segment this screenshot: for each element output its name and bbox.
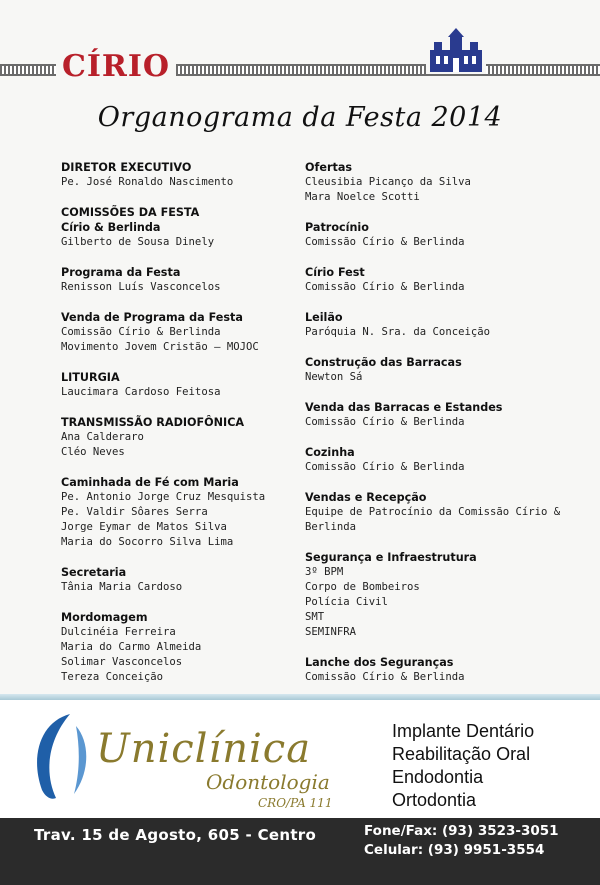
left-column (61, 160, 301, 700)
section-comissoes (61, 205, 301, 250)
section-line: Comissão Círio & Berlinda (61, 326, 221, 338)
section-line: Newton Sá (305, 371, 363, 383)
footer-mobile: Celular: (93) 9951-3554 (364, 842, 545, 858)
section-heading: Círio & Berlinda (61, 221, 161, 234)
section-heading: Ofertas (305, 161, 353, 174)
section-diretor (61, 160, 301, 190)
cirio-logo (56, 46, 176, 86)
section-line: Corpo de Bombeiros (305, 581, 420, 593)
section-line: Comissão Círio & Berlinda (305, 461, 465, 473)
uniclinica-logo-icon (30, 712, 100, 802)
section-heading: COMISSÕES DA FESTA (61, 206, 200, 219)
ad-registration: CRO/PA 111 (258, 796, 333, 810)
section-line: SEMINFRA (305, 626, 357, 638)
section-line: SMT (305, 611, 325, 623)
service-item: Reabilitação Oral (392, 744, 531, 764)
section-heading: Segurança e Infraestrutura (305, 551, 477, 564)
service-item: Endodontia (392, 767, 484, 787)
section-line: Renisson Luís Vasconcelos (61, 281, 221, 293)
footer-phones (364, 822, 559, 860)
footer (0, 818, 600, 873)
right-column (305, 160, 565, 700)
section-seguranca (305, 550, 565, 640)
section-heading: Venda de Programa da Festa (61, 311, 243, 324)
section-line: Solimar Vasconcelos (61, 656, 183, 668)
section-line: Comissão Círio & Berlinda (305, 281, 465, 293)
ad-services (392, 720, 534, 812)
section-line: Jorge Eymar de Matos Silva (61, 521, 227, 533)
footer-address: Trav. 15 de Agosto, 605 - Centro (34, 826, 317, 844)
section-liturgia (61, 370, 301, 400)
section-heading: LITURGIA (61, 371, 120, 384)
logo-text: CÍRIO (62, 48, 171, 84)
section-ofertas (305, 160, 565, 205)
section-line: Equipe de Patrocínio da Comissão Círio & Berlinda (305, 506, 561, 533)
section-heading: Cozinha (305, 446, 355, 459)
section-line: Maria do Socorro Silva Lima (61, 536, 234, 548)
section-heading: Lanche dos Seguranças (305, 656, 454, 669)
section-heading: Patrocínio (305, 221, 369, 234)
section-line: Pe. Antonio Jorge Cruz Mesquista (61, 491, 266, 503)
section-heading: Secretaria (61, 566, 127, 579)
section-line: Dulcinéia Ferreira (61, 626, 176, 638)
section-cirio-fest (305, 265, 565, 295)
section-heading: Venda das Barracas e Estandes (305, 401, 503, 414)
section-lanche (305, 655, 565, 685)
uniclinica-ad (0, 700, 600, 818)
section-venda-programa (61, 310, 301, 355)
footer-phone: Fone/Fax: (93) 3523-3051 (364, 823, 559, 839)
section-line: Gilberto de Sousa Dinely (61, 236, 215, 248)
section-heading: TRANSMISSÃO RADIOFÔNICA (61, 416, 245, 429)
section-heading: DIRETOR EXECUTIVO (61, 161, 192, 174)
section-heading: Vendas e Recepção (305, 491, 427, 504)
page-title: Organograma da Festa 2014 (97, 102, 503, 133)
section-caminhada (61, 475, 301, 550)
section-heading: Círio Fest (305, 266, 365, 279)
section-heading: Caminhada de Fé com Maria (61, 476, 239, 489)
section-line: Comissão Círio & Berlinda (305, 416, 465, 428)
section-line: Cleusibia Picanço da Silva (305, 176, 471, 188)
section-programa (61, 265, 301, 295)
section-line: Laucimara Cardoso Feitosa (61, 386, 221, 398)
section-transmissao (61, 415, 301, 460)
section-patrocinio (305, 220, 565, 250)
section-line: 3º BPM (305, 566, 344, 578)
section-secretaria (61, 565, 301, 595)
section-line: Mara Noelce Scotti (305, 191, 420, 203)
section-line: Ana Calderaro (61, 431, 144, 443)
section-line: Movimento Jovem Cristão – MOJOC (61, 341, 259, 353)
bottom-strip (0, 873, 600, 885)
ad-brand: Uniclínica (96, 726, 312, 772)
section-leilao (305, 310, 565, 340)
ad-subtitle: Odontologia (206, 770, 330, 794)
church-icon (426, 28, 486, 74)
section-line: Pe. Valdir Sôares Serra (61, 506, 208, 518)
service-item: Implante Dentário (392, 721, 535, 741)
section-vendas-recepcao (305, 490, 565, 535)
section-line: Comissão Círio & Berlinda (305, 671, 465, 683)
section-venda-barracas (305, 400, 565, 430)
section-mordomagem (61, 610, 301, 685)
section-line: Tânia Maria Cardoso (61, 581, 183, 593)
section-heading: Construção das Barracas (305, 356, 462, 369)
section-construcao (305, 355, 565, 385)
section-line: Comissão Círio & Berlinda (305, 236, 465, 248)
section-line: Tereza Conceição (61, 671, 164, 683)
section-line: Polícia Civil (305, 596, 388, 608)
section-line: Maria do Carmo Almeida (61, 641, 202, 653)
section-cozinha (305, 445, 565, 475)
section-heading: Programa da Festa (61, 266, 181, 279)
section-heading: Mordomagem (61, 611, 148, 624)
section-line: Cléo Neves (61, 446, 125, 458)
section-line: Pe. José Ronaldo Nascimento (61, 176, 234, 188)
section-line: Paróquia N. Sra. da Conceição (305, 326, 490, 338)
section-heading: Leilão (305, 311, 343, 324)
service-item: Ortodontia (392, 790, 477, 810)
